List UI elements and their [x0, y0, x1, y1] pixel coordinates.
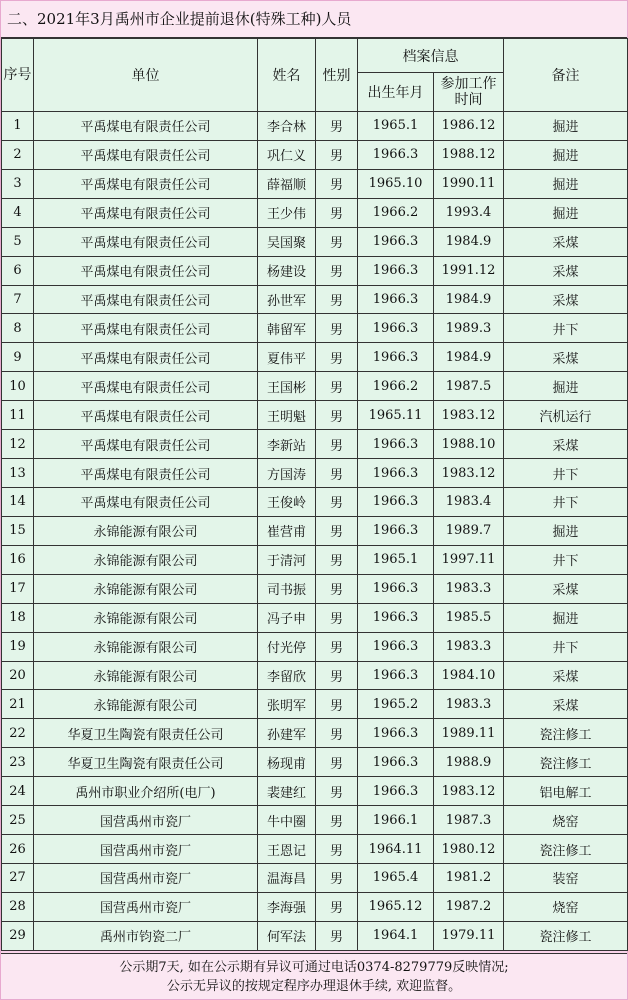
cell-birth: 1966.3: [358, 459, 434, 488]
table-row: [2, 285, 628, 314]
cell-birth: 1965.1: [358, 545, 434, 574]
cell-work: 1983.3: [434, 632, 504, 661]
cell-name: 王俊岭: [258, 487, 316, 516]
cell-note: 掘进: [504, 603, 628, 632]
cell-note: 烧窑: [504, 806, 628, 835]
cell-name: 李新站: [258, 430, 316, 459]
cell-gender: 男: [316, 545, 358, 574]
cell-seq: 8: [2, 314, 34, 343]
cell-work: 1991.12: [434, 256, 504, 285]
table-body: [2, 112, 628, 951]
table-row: [2, 169, 628, 198]
table-row: [2, 112, 628, 141]
cell-note: 汽机运行: [504, 401, 628, 430]
header-seq: 序号: [2, 39, 34, 112]
cell-note: 掘进: [504, 112, 628, 141]
table-row: [2, 459, 628, 488]
cell-note: 瓷注修工: [504, 719, 628, 748]
cell-birth: 1966.2: [358, 372, 434, 401]
cell-birth: 1966.3: [358, 314, 434, 343]
cell-gender: 男: [316, 285, 358, 314]
retirement-table: [1, 38, 628, 951]
table-row: [2, 401, 628, 430]
cell-note: 井下: [504, 314, 628, 343]
cell-work: 1990.11: [434, 169, 504, 198]
cell-gender: 男: [316, 863, 358, 892]
cell-unit: 平禹煤电有限责任公司: [34, 285, 258, 314]
cell-birth: 1966.3: [358, 285, 434, 314]
cell-work: 1984.10: [434, 661, 504, 690]
cell-seq: 24: [2, 777, 34, 806]
cell-gender: 男: [316, 574, 358, 603]
cell-unit: 平禹煤电有限责任公司: [34, 198, 258, 227]
cell-note: 采煤: [504, 661, 628, 690]
cell-work: 1987.2: [434, 892, 504, 921]
cell-note: 烧窑: [504, 892, 628, 921]
cell-work: 1984.9: [434, 227, 504, 256]
table-row: [2, 777, 628, 806]
cell-name: 何军法: [258, 921, 316, 950]
cell-seq: 28: [2, 892, 34, 921]
cell-unit: 平禹煤电有限责任公司: [34, 140, 258, 169]
cell-work: 1988.9: [434, 748, 504, 777]
cell-birth: 1966.3: [358, 487, 434, 516]
header-archive: 档案信息: [358, 39, 504, 73]
cell-gender: 男: [316, 343, 358, 372]
cell-work: 1983.3: [434, 574, 504, 603]
cell-work: 1989.11: [434, 719, 504, 748]
cell-name: 李合林: [258, 112, 316, 141]
cell-note: 掘进: [504, 169, 628, 198]
cell-seq: 15: [2, 516, 34, 545]
cell-work: 1983.12: [434, 401, 504, 430]
cell-unit: 平禹煤电有限责任公司: [34, 227, 258, 256]
cell-unit: 永锦能源有限公司: [34, 632, 258, 661]
cell-seq: 9: [2, 343, 34, 372]
cell-seq: 10: [2, 372, 34, 401]
cell-seq: 7: [2, 285, 34, 314]
cell-seq: 13: [2, 459, 34, 488]
notice-line-2: 公示无异议的按规定程序办理退休手续, 欢迎监督。: [166, 979, 462, 994]
cell-gender: 男: [316, 516, 358, 545]
cell-work: 1985.5: [434, 603, 504, 632]
cell-birth: 1966.3: [358, 227, 434, 256]
cell-work: 1981.2: [434, 863, 504, 892]
cell-name: 李海强: [258, 892, 316, 921]
cell-note: 瓷注修工: [504, 921, 628, 950]
cell-gender: 男: [316, 719, 358, 748]
cell-gender: 男: [316, 806, 358, 835]
cell-birth: 1965.1: [358, 112, 434, 141]
cell-seq: 2: [2, 140, 34, 169]
cell-note: 采煤: [504, 285, 628, 314]
cell-gender: 男: [316, 112, 358, 141]
cell-gender: 男: [316, 401, 358, 430]
cell-gender: 男: [316, 198, 358, 227]
cell-name: 王国彬: [258, 372, 316, 401]
cell-work: 1989.7: [434, 516, 504, 545]
cell-name: 孙世军: [258, 285, 316, 314]
cell-unit: 禹州市钧瓷二厂: [34, 921, 258, 950]
cell-unit: 永锦能源有限公司: [34, 603, 258, 632]
table-row: [2, 430, 628, 459]
cell-unit: 平禹煤电有限责任公司: [34, 487, 258, 516]
cell-birth: 1966.3: [358, 632, 434, 661]
header-note: 备注: [504, 39, 628, 112]
table-row: [2, 921, 628, 950]
cell-note: 井下: [504, 487, 628, 516]
cell-birth: 1966.3: [358, 256, 434, 285]
cell-seq: 27: [2, 863, 34, 892]
cell-work: 1984.9: [434, 285, 504, 314]
cell-note: 铝电解工: [504, 777, 628, 806]
cell-work: 1986.12: [434, 112, 504, 141]
cell-work: 1983.12: [434, 777, 504, 806]
table-row: [2, 632, 628, 661]
cell-work: 1983.12: [434, 459, 504, 488]
cell-seq: 5: [2, 227, 34, 256]
cell-name: 王明魁: [258, 401, 316, 430]
cell-seq: 19: [2, 632, 34, 661]
cell-seq: 1: [2, 112, 34, 141]
cell-seq: 26: [2, 835, 34, 864]
cell-unit: 国营禹州市瓷厂: [34, 863, 258, 892]
cell-gender: 男: [316, 603, 358, 632]
cell-unit: 平禹煤电有限责任公司: [34, 343, 258, 372]
cell-name: 王少伟: [258, 198, 316, 227]
cell-gender: 男: [316, 835, 358, 864]
cell-unit: 平禹煤电有限责任公司: [34, 256, 258, 285]
cell-seq: 22: [2, 719, 34, 748]
table-row: [2, 487, 628, 516]
cell-name: 薛福顺: [258, 169, 316, 198]
table-row: [2, 516, 628, 545]
cell-name: 裴建红: [258, 777, 316, 806]
cell-work: 1979.11: [434, 921, 504, 950]
cell-name: 温海昌: [258, 863, 316, 892]
cell-name: 付光停: [258, 632, 316, 661]
cell-unit: 平禹煤电有限责任公司: [34, 459, 258, 488]
cell-birth: 1966.2: [358, 198, 434, 227]
cell-note: 采煤: [504, 690, 628, 719]
cell-work: 1984.9: [434, 343, 504, 372]
cell-seq: 3: [2, 169, 34, 198]
cell-gender: 男: [316, 632, 358, 661]
cell-note: 掘进: [504, 372, 628, 401]
cell-birth: 1965.11: [358, 401, 434, 430]
table-row: [2, 806, 628, 835]
cell-note: 井下: [504, 545, 628, 574]
cell-name: 夏伟平: [258, 343, 316, 372]
cell-gender: 男: [316, 690, 358, 719]
table-row: [2, 545, 628, 574]
cell-gender: 男: [316, 921, 358, 950]
cell-birth: 1966.3: [358, 777, 434, 806]
cell-birth: 1965.10: [358, 169, 434, 198]
cell-name: 司书振: [258, 574, 316, 603]
cell-unit: 华夏卫生陶瓷有限责任公司: [34, 748, 258, 777]
table-row: [2, 603, 628, 632]
cell-name: 于清河: [258, 545, 316, 574]
cell-work: 1983.4: [434, 487, 504, 516]
cell-work: 1988.12: [434, 140, 504, 169]
cell-unit: 平禹煤电有限责任公司: [34, 169, 258, 198]
cell-birth: 1966.3: [358, 603, 434, 632]
cell-work: 1988.10: [434, 430, 504, 459]
cell-seq: 4: [2, 198, 34, 227]
table-row: [2, 661, 628, 690]
cell-note: 采煤: [504, 256, 628, 285]
cell-unit: 平禹煤电有限责任公司: [34, 430, 258, 459]
cell-unit: 永锦能源有限公司: [34, 545, 258, 574]
table-row: [2, 372, 628, 401]
notice-footer: [1, 953, 627, 999]
cell-work: 1983.3: [434, 690, 504, 719]
cell-note: 采煤: [504, 227, 628, 256]
cell-note: 掘进: [504, 140, 628, 169]
cell-seq: 25: [2, 806, 34, 835]
table-row: [2, 140, 628, 169]
cell-note: 瓷注修工: [504, 748, 628, 777]
cell-seq: 18: [2, 603, 34, 632]
cell-gender: 男: [316, 459, 358, 488]
cell-seq: 12: [2, 430, 34, 459]
cell-unit: 平禹煤电有限责任公司: [34, 112, 258, 141]
cell-birth: 1966.3: [358, 516, 434, 545]
cell-birth: 1966.3: [358, 661, 434, 690]
cell-name: 巩仁义: [258, 140, 316, 169]
cell-note: 采煤: [504, 574, 628, 603]
table-row: [2, 198, 628, 227]
cell-unit: 平禹煤电有限责任公司: [34, 314, 258, 343]
table-row: [2, 863, 628, 892]
cell-seq: 11: [2, 401, 34, 430]
cell-birth: 1965.12: [358, 892, 434, 921]
cell-seq: 21: [2, 690, 34, 719]
cell-seq: 6: [2, 256, 34, 285]
cell-birth: 1966.3: [358, 343, 434, 372]
table-row: [2, 748, 628, 777]
cell-birth: 1964.11: [358, 835, 434, 864]
cell-note: 井下: [504, 459, 628, 488]
cell-work: 1989.3: [434, 314, 504, 343]
cell-note: 掘进: [504, 516, 628, 545]
cell-seq: 23: [2, 748, 34, 777]
table-row: [2, 835, 628, 864]
cell-birth: 1964.1: [358, 921, 434, 950]
cell-birth: 1966.3: [358, 574, 434, 603]
cell-gender: 男: [316, 256, 358, 285]
table-row: [2, 227, 628, 256]
cell-birth: 1966.3: [358, 140, 434, 169]
cell-name: 牛中圈: [258, 806, 316, 835]
cell-name: 杨现甫: [258, 748, 316, 777]
cell-gender: 男: [316, 372, 358, 401]
header-birth: 出生年月: [358, 73, 434, 112]
table-row: [2, 574, 628, 603]
notice-line-1: 公示期7天, 如在公示期有异议可通过电话0374-8279779反映情况;: [119, 960, 509, 975]
cell-seq: 16: [2, 545, 34, 574]
cell-unit: 平禹煤电有限责任公司: [34, 372, 258, 401]
table-row: [2, 892, 628, 921]
header-unit: 单位: [34, 39, 258, 112]
cell-gender: 男: [316, 169, 358, 198]
table-row: [2, 314, 628, 343]
cell-name: 方国涛: [258, 459, 316, 488]
cell-work: 1993.4: [434, 198, 504, 227]
cell-birth: 1966.3: [358, 430, 434, 459]
table-row: [2, 719, 628, 748]
cell-work: 1987.3: [434, 806, 504, 835]
cell-note: 瓷注修工: [504, 835, 628, 864]
cell-gender: 男: [316, 430, 358, 459]
cell-birth: 1966.3: [358, 719, 434, 748]
cell-unit: 禹州市职业介绍所(电厂): [34, 777, 258, 806]
cell-unit: 永锦能源有限公司: [34, 690, 258, 719]
cell-unit: 永锦能源有限公司: [34, 661, 258, 690]
header-gender: 性别: [316, 39, 358, 112]
table-row: [2, 256, 628, 285]
cell-gender: 男: [316, 314, 358, 343]
cell-seq: 29: [2, 921, 34, 950]
cell-seq: 20: [2, 661, 34, 690]
cell-birth: 1966.3: [358, 748, 434, 777]
cell-unit: 国营禹州市瓷厂: [34, 892, 258, 921]
cell-seq: 17: [2, 574, 34, 603]
cell-note: 井下: [504, 632, 628, 661]
cell-birth: 1965.2: [358, 690, 434, 719]
table-row: [2, 690, 628, 719]
cell-seq: 14: [2, 487, 34, 516]
cell-gender: 男: [316, 748, 358, 777]
header-work: 参加工作时间: [434, 73, 504, 112]
cell-name: 冯子申: [258, 603, 316, 632]
cell-name: 吴国聚: [258, 227, 316, 256]
table-row: [2, 343, 628, 372]
cell-note: 采煤: [504, 343, 628, 372]
page-title: 二、2021年3月禹州市企业提前退休(特殊工种)人员: [1, 1, 627, 38]
cell-gender: 男: [316, 140, 358, 169]
cell-note: 掘进: [504, 198, 628, 227]
header-name: 姓名: [258, 39, 316, 112]
cell-gender: 男: [316, 487, 358, 516]
cell-name: 杨建设: [258, 256, 316, 285]
cell-name: 张明军: [258, 690, 316, 719]
cell-work: 1987.5: [434, 372, 504, 401]
cell-unit: 平禹煤电有限责任公司: [34, 401, 258, 430]
cell-gender: 男: [316, 892, 358, 921]
cell-work: 1980.12: [434, 835, 504, 864]
cell-gender: 男: [316, 777, 358, 806]
cell-name: 王恩记: [258, 835, 316, 864]
cell-note: 装窑: [504, 863, 628, 892]
cell-birth: 1965.4: [358, 863, 434, 892]
cell-unit: 永锦能源有限公司: [34, 574, 258, 603]
cell-name: 韩留军: [258, 314, 316, 343]
cell-gender: 男: [316, 227, 358, 256]
cell-name: 崔营甫: [258, 516, 316, 545]
cell-unit: 华夏卫生陶瓷有限责任公司: [34, 719, 258, 748]
cell-unit: 国营禹州市瓷厂: [34, 835, 258, 864]
cell-work: 1997.11: [434, 545, 504, 574]
cell-birth: 1966.1: [358, 806, 434, 835]
cell-unit: 国营禹州市瓷厂: [34, 806, 258, 835]
cell-name: 李留欣: [258, 661, 316, 690]
cell-note: 采煤: [504, 430, 628, 459]
cell-unit: 永锦能源有限公司: [34, 516, 258, 545]
cell-gender: 男: [316, 661, 358, 690]
cell-name: 孙建军: [258, 719, 316, 748]
